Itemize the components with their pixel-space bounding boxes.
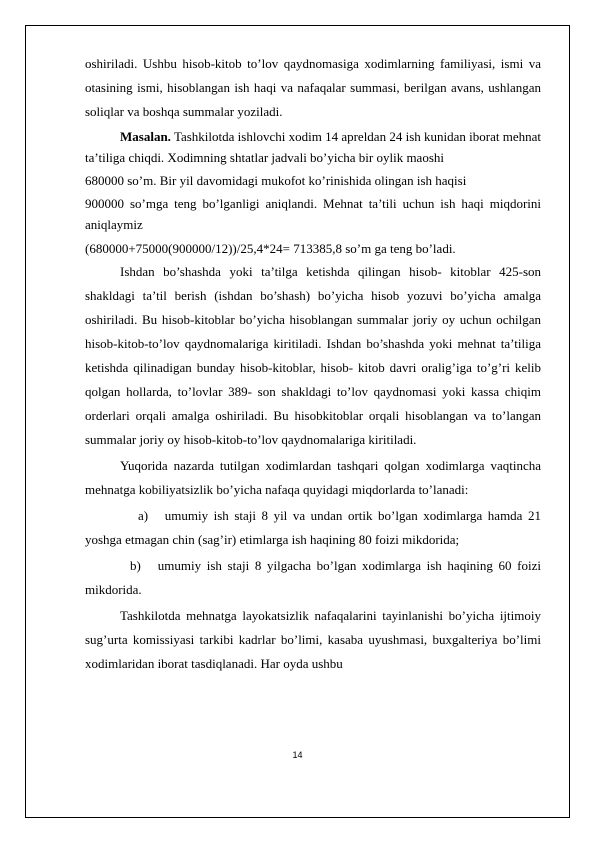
example-line-2: 680000 so’m. Bir yil davomidagi mukofot ko’rinishida olingan ish haqisi bbox=[85, 173, 467, 188]
example-paragraph bbox=[85, 126, 541, 168]
list-item-a bbox=[85, 504, 541, 552]
paragraph-4: Yuqorida nazarda tutilgan xodimlardan tashqari qolgan xodimlarga vaqtincha mehnatga kobiliyatsizlik bo’yicha nafaqa quyidagi miqdorlarda to’lanadi: bbox=[85, 458, 541, 497]
list-text-b: umumiy ish staji 8 yilgacha bo’lgan xodimlarga ish haqining 60 foizi mikdorida. bbox=[85, 558, 542, 597]
page-number: 14 bbox=[292, 750, 303, 760]
example-label: Masalan. bbox=[120, 129, 171, 144]
list-marker-a: a) bbox=[138, 508, 149, 523]
paragraph-1: oshiriladi. Ushbu hisob-kitob to’lov qaydnomasiga xodimlarning familiyasi, ismi va otasining ismi, hisoblangan ish haqi va nafaqalar summasi, berilgan avans, ushlangan soliqlar va boshqa summalar yoziladi. bbox=[85, 56, 541, 119]
list-item-b bbox=[85, 554, 541, 602]
example-text: Tashkilotda ishlovchi xodim 14 apreldan 24 ish kunidan iborat mehnat ta’tiliga chiqdi. Xodimning shtatlar jadvali bo’yicha bir oylik maoshi bbox=[85, 129, 541, 165]
paragraph-5: Tashkilotda mehnatga layokatsizlik nafaqalarini tayinlanishi bo’yicha ijtimoiy sug’urta komissiyasi tarkibi kadrlar bo’limi, kasaba uyushmasi, buxgalteriya bo’limi xodimlaridan iborat tasdiqlanadi. Har oyda ushbu bbox=[85, 608, 541, 671]
document-body bbox=[85, 52, 541, 676]
example-line-3: 900000 so’mga teng bo’lganligi aniqlandi. Mehnat ta’tili uchun ish haqi miqdorini aniqlaymiz bbox=[85, 196, 541, 232]
list-marker-b: b) bbox=[130, 558, 141, 573]
list-text-a: umumiy ish staji 8 yil va undan ortik bo’lgan xodimlarga hamda 21 yoshga etmagan chin (sag’ir) etimlarga ish haqining 80 foizi mikdorida; bbox=[85, 508, 541, 547]
formula-line: (680000+75000(900000/12))/25,4*24= 713385,8 so’m ga teng bo’ladi. bbox=[85, 241, 456, 256]
paragraph-3: Ishdan bo’shashda yoki ta’tilga ketishda qilingan hisob- kitoblar 425-son shakldagi ta’til berish (ishdan bo’shash) bo’yicha hisob yozuvi bo’yicha amalga oshiriladi. Bu hisob-kitoblar bo’yicha hisoblangan summalar joriy oy uchun ochilgan hisob-kitob-to’lov qaydnomalariga kiritiladi. Ishdan bo’shashda yoki mehnat ta’tiliga ketishda qilinadigan bunday hisob-kitoblar, hisob- kitob davri oralig’iga to’g’ri kelib qolgan hollarda, to’lovlar 389- son shakldagi to’lov qaydnomasi yoki kassa chiqim orderlari orqali amalga oshiriladi. Bu hisobkitoblar orqali hisoblangan va to’langan summalar joriy oy hisob-kitob-to’lov qaydnomalariga kiritiladi. bbox=[85, 264, 541, 447]
